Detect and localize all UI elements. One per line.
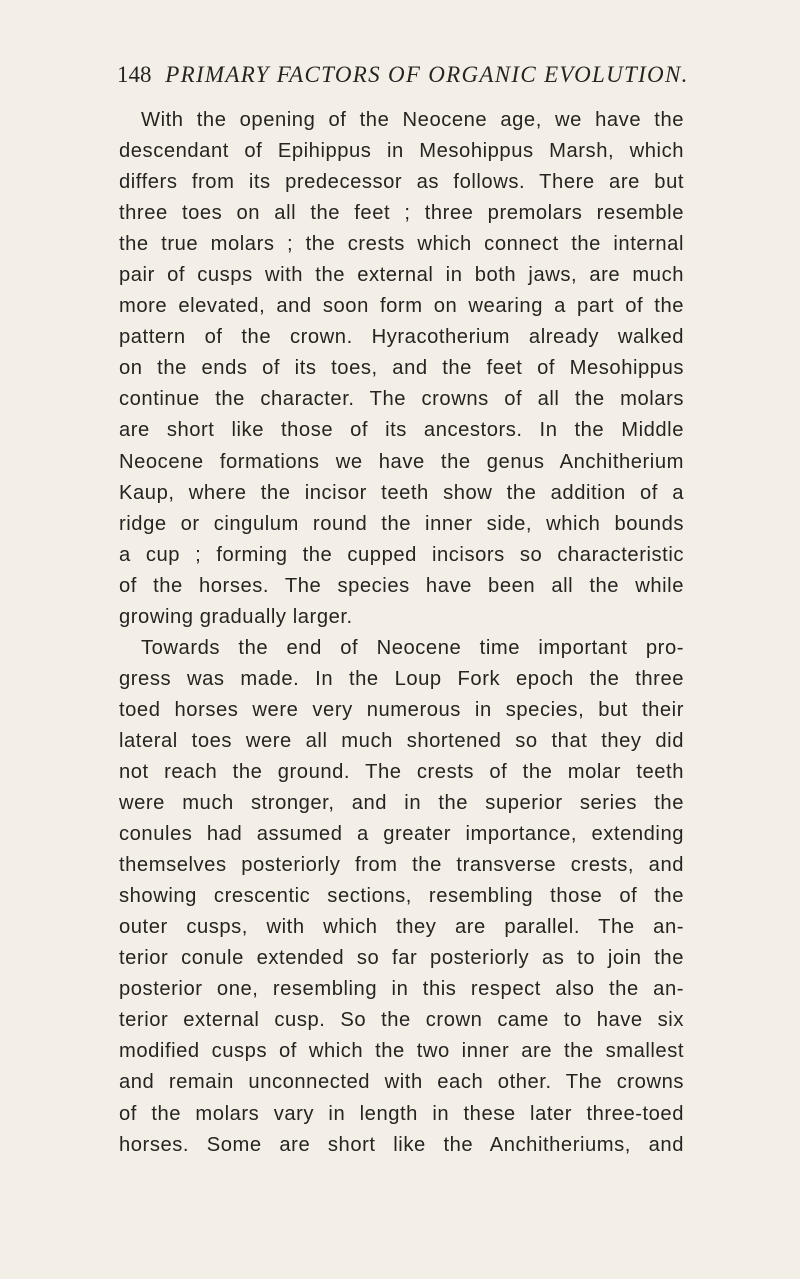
body-text [119, 105, 684, 1161]
text-line: and remain unconnected with each other. The crowns [119, 1071, 684, 1094]
text-line: descendant of Epihippus in Mesohippus Marsh, which [119, 140, 684, 163]
text-line: differs from its predecessor as follows. There are but [119, 171, 684, 194]
text-line: three toes on all the feet ; three premolars resemble [119, 202, 684, 225]
text-line: continue the character. The crowns of all the molars [119, 388, 684, 411]
text-line: are short like those of its ancestors. In the Middle [119, 419, 684, 442]
text-line: modified cusps of which the two inner are the smallest [119, 1040, 684, 1063]
text-line: a cup ; forming the cupped incisors so characteristic [119, 543, 684, 566]
text-line: outer cusps, with which they are parallel. The an- [119, 916, 684, 939]
text-line: more elevated, and soon form on wearing a part of the [119, 295, 684, 318]
text-line: pattern of the crown. Hyracotherium already walked [119, 326, 684, 349]
running-title: PRIMARY FACTORS OF ORGANIC EVOLUTION. [165, 62, 689, 87]
text-line: were much stronger, and in the superior series the [119, 792, 684, 815]
text-line: With the opening of the Neocene age, we have the [141, 109, 684, 131]
paragraph-start-line: Towards the end of Neocene time important pro- [141, 636, 684, 659]
page-number: 148 [117, 62, 152, 87]
text-line: on the ends of its toes, and the feet of Mesohippus [119, 357, 684, 380]
text-line: pair of cusps with the external in both jaws, are much [119, 264, 684, 287]
text-line: not reach the ground. The crests of the molar teeth [119, 760, 684, 783]
text-line: themselves posteriorly from the transverse crests, and [119, 854, 684, 877]
text-line: Kaup, where the incisor teeth show the addition of a [119, 481, 684, 504]
text-line: ridge or cingulum round the inner side, which bounds [119, 512, 684, 535]
text-line: conules had assumed a greater importance, extending [119, 823, 684, 846]
text-line: toed horses were very numerous in species, but their [119, 698, 684, 721]
text-line: the true molars ; the crests which connect the internal [119, 233, 684, 256]
running-head [117, 58, 717, 92]
text-line: lateral toes were all much shortened so that they did [119, 729, 684, 752]
text-line: of the molars vary in length in these later three-toed [119, 1102, 684, 1125]
text-line: terior external cusp. So the crown came to have six [119, 1009, 684, 1032]
text-line: showing crescentic sections, resembling those of the [119, 885, 684, 908]
text-line: horses. Some are short like the Anchitheriums, and [119, 1133, 684, 1156]
paragraph-end-line: growing gradually larger. [119, 605, 353, 628]
text-line: of the horses. The species have been all the while [119, 574, 684, 597]
text-line: terior conule extended so far posteriorly as to join the [119, 947, 684, 970]
text-line: gress was made. In the Loup Fork epoch the three [119, 667, 684, 690]
text-line: posterior one, resembling in this respect also the an- [119, 978, 684, 1001]
text-line: Neocene formations we have the genus Anchitherium [119, 450, 684, 473]
